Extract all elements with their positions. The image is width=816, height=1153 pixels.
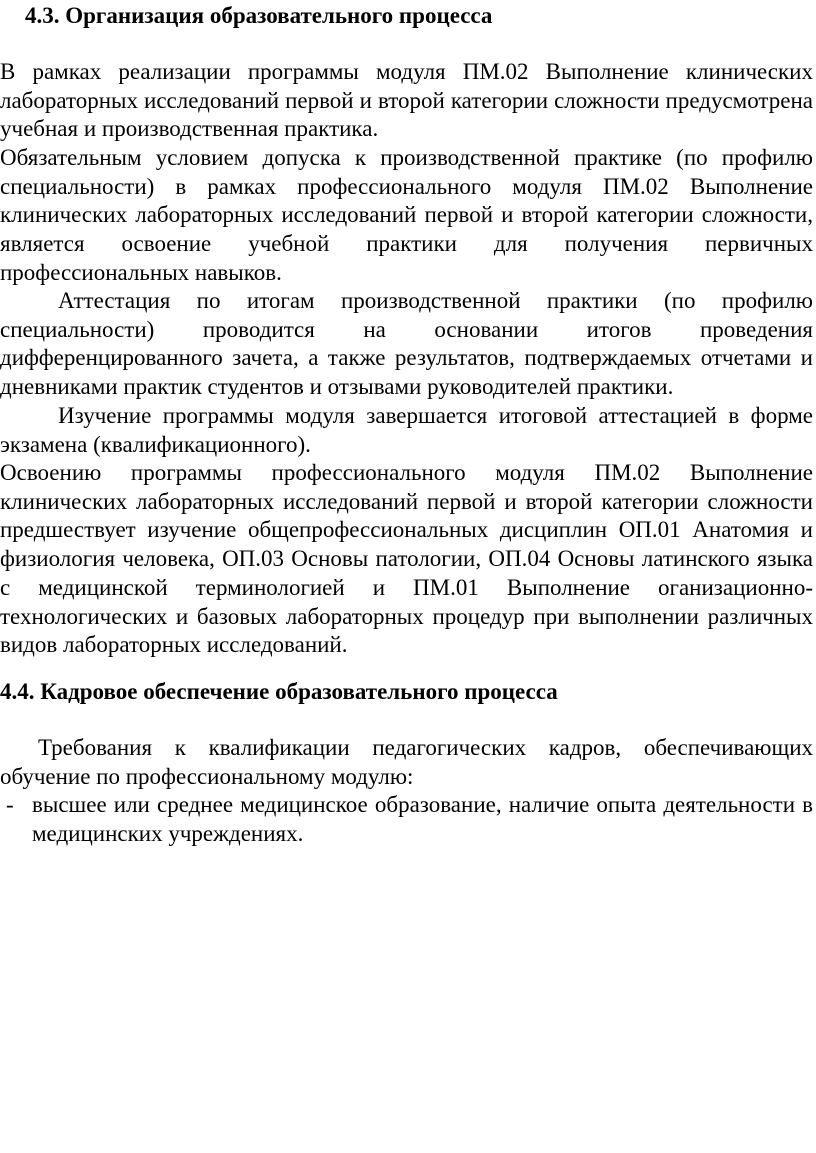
bullet-text: высшее или среднее медицинское образование, наличие опыта деятельности в медицинских учреждениях. <box>32 792 813 846</box>
paragraph-attestation: Аттестация по итогам производственной практики (по профилю специальности) проводится на основании итогов проведения дифференцированного зачета, а также результатов, подтверждаемых отчетами и дневниками практик студентов и отзывами руководителей практики. <box>0 288 813 400</box>
section-4-3-heading: 4.3. Организация образовательного процесса <box>25 3 493 28</box>
paragraph-staff-requirements: Требования к квалификации педагогических кадров, обеспечивающих обучение по профессиональному модулю: <box>0 735 813 789</box>
bullet-item <box>0 791 816 849</box>
bullet-marker: - <box>6 792 14 817</box>
paragraph-practice-overview: В рамках реализации программы модуля ПМ.02 Выполнение клинических лабораторных исследований первой и второй категории сложности предусмотрена учебная и производственная практика. <box>0 59 813 142</box>
paragraph-admission-condition: Обязательным условием допуска к производственной практике (по профилю специальности) в рамках профессионального модуля ПМ.02 Выполнение клинических лабораторных исследований первой и второй категории сложности, является освоение учебной практики для получения первичных профессиональных навыков. <box>0 145 813 285</box>
paragraph-prerequisites: Освоению программы профессионального модуля ПМ.02 Выполнение клинических лабораторных исследований первой и второй категории сложности предшествует изучение общепрофессиональных дисциплин ОП.01 Анатомия и физиология человека, ОП.03 Основы патологии, ОП.04 Основы латинского языка с медицинской терминологией и ПМ.01 Выполнение оганизационно-технологических и базовых лабораторных процедур при выполнении различных видов лабораторных исследований. <box>0 460 813 658</box>
paragraph-module-exam: Изучение программы модуля завершается итоговой аттестацией в форме экзамена (квалификационного). <box>0 403 813 457</box>
section-4-4-heading: 4.4. Кадровое обеспечение образовательного процесса <box>0 679 558 704</box>
